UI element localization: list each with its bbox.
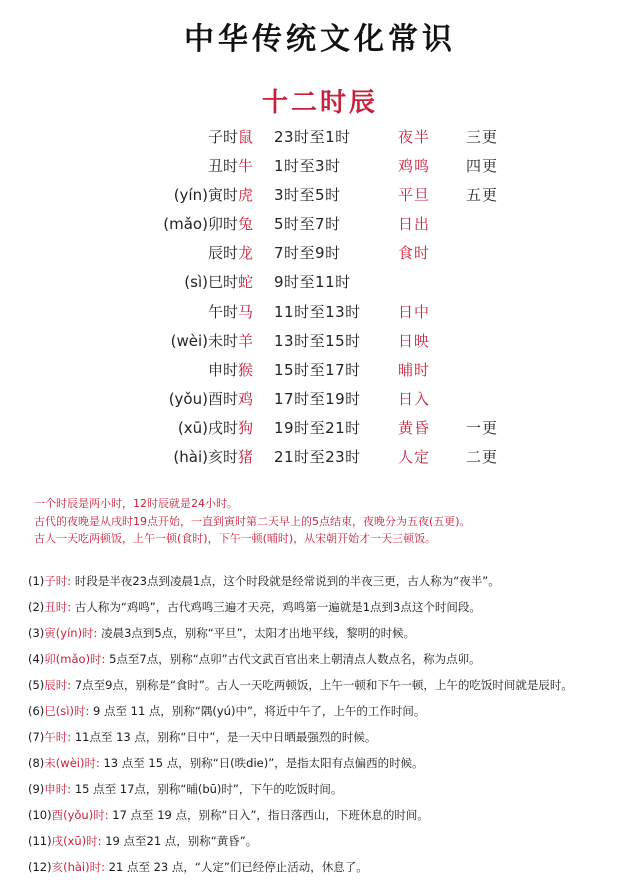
- zodiac-animal: 鼠: [237, 128, 253, 146]
- item-number: (6): [28, 704, 45, 718]
- item-number: (5): [28, 678, 45, 692]
- hour-name: 寅时: [207, 186, 238, 205]
- pinyin: (mǎo): [163, 215, 208, 234]
- time-range: 9时至11时: [274, 273, 351, 292]
- time-range: 7时至9时: [274, 244, 341, 263]
- hour-name: 酉时: [207, 389, 238, 408]
- hour-alias: 鸡鸣: [398, 157, 431, 176]
- zodiac-animal: 龙: [237, 244, 253, 263]
- item-text: 5点至7点，别称“点卯”古代文武百官出来上朝清点人数点名，称为点卯。: [105, 652, 481, 666]
- hour-row: [0, 268, 640, 297]
- explanation-item: [28, 724, 634, 750]
- hour-alias: 日中: [398, 302, 431, 321]
- hour-alias: 日入: [398, 389, 431, 408]
- hour-name-cell: [178, 414, 253, 443]
- zodiac-animal: 羊: [237, 331, 253, 350]
- hour-row: [0, 327, 640, 356]
- hour-alias: 平旦: [398, 186, 431, 205]
- hour-name-cell: [171, 327, 253, 356]
- pinyin: (yín): [173, 186, 208, 205]
- item-key: 卯(mǎo)时:: [44, 652, 106, 666]
- zodiac-animal: 猴: [237, 360, 253, 379]
- hour-row: [0, 152, 640, 181]
- page-title: 中华传统文化常识: [184, 22, 456, 57]
- item-number: (4): [28, 652, 45, 666]
- zodiac-animal: 虎: [237, 186, 253, 205]
- explanation-item: [28, 776, 634, 802]
- note-line: 古人一天吃两顿饭，上午一顿(食时)，下午一顿(晡时)，从宋朝开始才一天三顿饭。: [34, 532, 437, 545]
- hour-row: [0, 385, 640, 414]
- hour-name: 午时: [207, 302, 238, 321]
- item-number: (12): [28, 860, 52, 874]
- night-watch: 三更: [466, 128, 499, 146]
- hour-row: [0, 181, 640, 210]
- hour-alias: 食时: [398, 244, 431, 263]
- hour-name-cell: [163, 210, 253, 239]
- hour-name: 辰时: [207, 244, 238, 263]
- hour-name-cell: [174, 181, 253, 210]
- explanation-item: [28, 646, 634, 672]
- item-number: (10): [28, 808, 52, 822]
- item-text: 9 点至 11 点，别称“隅(yú)中”，将近中午了，上午的工作时间。: [89, 704, 426, 718]
- hour-alias: 晡时: [398, 360, 431, 379]
- item-number: (2): [28, 600, 45, 614]
- night-watch: 二更: [466, 448, 499, 467]
- section-title: 十二时辰: [261, 88, 378, 118]
- pinyin: (sì): [184, 273, 208, 292]
- hour-name: 巳时: [207, 273, 238, 292]
- item-text: 21 点至 23 点，“人定”们已经停止活动，休息了。: [105, 860, 368, 874]
- zodiac-animal: 鸡: [237, 389, 253, 408]
- item-text: 11点至 13 点，别称“日中”，是一天中日晒最强烈的时候。: [71, 730, 377, 744]
- time-range: 3时至5时: [274, 186, 341, 205]
- time-range: 13时至15时: [274, 331, 361, 350]
- hour-name-cell: [208, 123, 253, 152]
- item-text: 15 点至 17点，别称“晡(bū)时”，下午的吃饭时间。: [71, 782, 343, 796]
- hour-name: 戌时: [207, 418, 238, 437]
- time-range: 21时至23时: [274, 448, 361, 467]
- hour-name-cell: [173, 443, 253, 472]
- time-range: 17时至19时: [274, 389, 361, 408]
- item-number: (11): [28, 834, 52, 848]
- explanation-item: [28, 802, 634, 828]
- hour-alias: 黄昏: [398, 418, 431, 437]
- hour-name-cell: [208, 298, 253, 327]
- item-key: 酉(yǒu)时:: [51, 808, 109, 822]
- hour-name-cell: [169, 385, 253, 414]
- item-key: 午时:: [44, 730, 72, 744]
- hour-name: 未时: [207, 331, 238, 350]
- hour-name-cell: [184, 268, 253, 297]
- zodiac-animal: 猪: [237, 448, 253, 467]
- time-range: 15时至17时: [274, 360, 361, 379]
- item-text: 时段是半夜23点到凌晨1点，这个时段就是经常说到的半夜三更，古人称为“夜半”。: [71, 574, 500, 588]
- hour-name-cell: [208, 152, 253, 181]
- item-text: 17 点至 19 点，别称“日入”，指日落西山，下班休息的时间。: [108, 808, 429, 822]
- item-number: (3): [28, 626, 45, 640]
- hour-row: [0, 298, 640, 327]
- item-key: 巳(sì)时:: [44, 704, 90, 718]
- explanation-item: [28, 620, 634, 646]
- item-key: 亥(hài)时:: [51, 860, 105, 874]
- pinyin: (yǒu): [168, 389, 208, 408]
- item-text: 7点至9点，别称是“食时”。古人一天吃两顿饭，上午一顿和下午一顿，上午的吃饭时间就是辰时。: [71, 678, 573, 692]
- time-range: 11时至13时: [274, 302, 361, 321]
- explanation-item: [28, 828, 634, 854]
- item-number: (9): [28, 782, 45, 796]
- notes-block: [34, 495, 634, 548]
- hour-name: 丑时: [207, 157, 238, 176]
- item-text: 19 点至21 点，别称“黄昏”。: [101, 834, 258, 848]
- zodiac-animal: 狗: [237, 418, 253, 437]
- explanation-item: [28, 750, 634, 776]
- hour-name: 申时: [207, 360, 238, 379]
- explanation-item: [28, 568, 634, 594]
- hour-row: [0, 210, 640, 239]
- item-key: 申时:: [44, 782, 72, 796]
- night-watch: 五更: [466, 186, 499, 205]
- hour-alias: 日出: [398, 215, 431, 234]
- time-range: 19时至21时: [274, 418, 361, 437]
- item-text: 古人称为“鸡鸣”，古代鸡鸣三遍才天亮，鸡鸣第一遍就是1点到3点这个时间段。: [71, 600, 481, 614]
- item-text: 13 点至 15 点，别称“日(昳die)”，是指太阳有点偏西的时候。: [99, 756, 424, 770]
- hour-name: 子时: [207, 128, 238, 146]
- item-key: 辰时:: [44, 678, 72, 692]
- explanation-list: [28, 568, 634, 880]
- hour-alias: 日映: [398, 331, 431, 350]
- night-watch: 一更: [466, 418, 499, 437]
- hour-name-cell: [208, 356, 253, 385]
- item-text: 凌晨3点到5点，别称“平旦”，太阳才出地平线，黎明的时候。: [97, 626, 416, 640]
- item-key: 未(wèi)时:: [44, 756, 100, 770]
- hour-name: 亥时: [207, 448, 238, 467]
- item-number: (1): [28, 574, 45, 588]
- explanation-item: [28, 594, 634, 620]
- hour-row: [0, 443, 640, 472]
- item-number: (7): [28, 730, 45, 744]
- zodiac-animal: 蛇: [237, 273, 253, 292]
- zodiac-animal: 牛: [237, 157, 253, 176]
- hour-row: [0, 123, 640, 152]
- hour-name-cell: [208, 239, 253, 268]
- pinyin: (xū): [177, 418, 208, 437]
- explanation-item: [28, 672, 634, 698]
- pinyin: (hài): [173, 448, 208, 467]
- zodiac-animal: 兔: [237, 215, 253, 234]
- time-range: 1时至3时: [274, 157, 341, 176]
- hours-table: [0, 123, 640, 472]
- night-watch: 四更: [466, 157, 499, 176]
- pinyin: (wèi): [170, 331, 208, 350]
- explanation-item: [28, 854, 634, 880]
- hour-row: [0, 239, 640, 268]
- explanation-item: [28, 698, 634, 724]
- time-range: 23时至1时: [274, 128, 351, 146]
- hour-row: [0, 414, 640, 443]
- item-key: 戌(xū)时:: [51, 834, 102, 848]
- item-key: 寅(yín)时:: [44, 626, 98, 640]
- zodiac-animal: 马: [237, 302, 253, 321]
- hour-row: [0, 356, 640, 385]
- hour-name: 卯时: [207, 215, 238, 234]
- hour-alias: 夜半: [398, 128, 431, 146]
- note-line: 一个时辰是两小时，12时辰就是24小时。: [34, 497, 238, 510]
- note-line: 古代的夜晚是从戌时19点开始，一直到寅时第二天早上的5点结束，夜晚分为五夜(五更)。: [34, 514, 471, 528]
- item-key: 丑时:: [44, 600, 72, 614]
- item-number: (8): [28, 756, 45, 770]
- time-range: 5时至7时: [274, 215, 341, 234]
- item-key: 子时:: [44, 574, 72, 588]
- hour-alias: 人定: [398, 448, 431, 467]
